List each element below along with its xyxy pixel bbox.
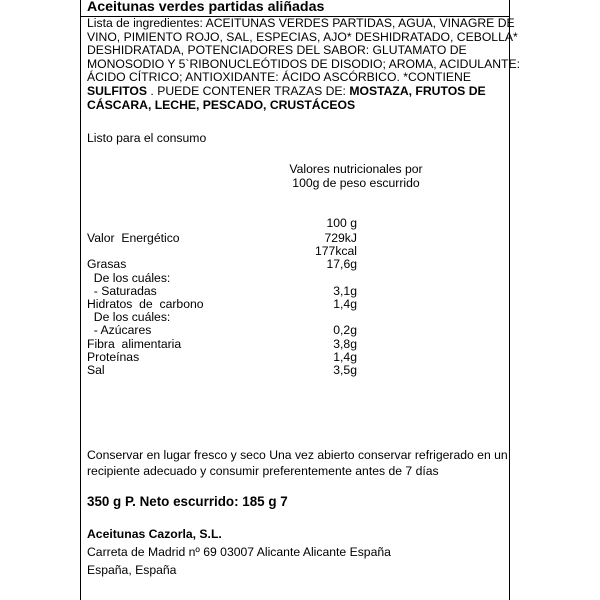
label-frame	[80, 0, 520, 600]
nutrition-row-label: Hidratos de carbono	[87, 297, 204, 311]
traces-text: . PUEDE CONTENER TRAZAS DE:	[147, 83, 350, 98]
company-block	[87, 525, 391, 579]
company-name: Aceitunas Cazorla, S.L.	[87, 527, 222, 541]
nutrition-row-value: 0,2g	[333, 323, 357, 338]
nutrition-row-label: Valor Energético	[87, 231, 180, 245]
ingredients-line: Lista de ingredientes: ACEITUNAS VERDES PARTIDAS, AGUA, VINAGRE DE	[87, 16, 515, 30]
allergen-sulfitos: SULFITOS	[87, 83, 148, 98]
nutrition-row-value: 3,5g	[333, 363, 357, 377]
nutrition-row-value: 1,4g	[333, 349, 357, 364]
nutrition-row-value: 17,6g	[326, 257, 357, 272]
net-weight: 350 g P. Neto escurrido: 185 g 7	[87, 494, 288, 509]
company-country: España, España	[87, 563, 177, 577]
ingredients-line: MONOSODIO Y 5`RIBONUCLEÓTIDOS DE DISODIO; AROMA, ACIDULANTE:	[87, 56, 520, 71]
product-title: Aceitunas verdes partidas aliñadas	[87, 0, 325, 15]
nutrition-row-label: - Azúcares	[87, 323, 152, 338]
ingredients-line: DESHIDRATADA, POTENCIADORES DEL SABOR: GLUTAMATO DE	[87, 43, 467, 58]
conservation-line: Conservar en lugar fresco y seco Una vez abierto conservar refrigerado en un	[87, 448, 508, 462]
nutrition-header-line: 100g de peso escurrido	[292, 176, 420, 190]
conservation-note	[87, 447, 507, 479]
ingredients-line: VINO, PIMIENTO ROJO, SAL, ESPECIAS, AJO* DESHIDRATADO, CEBOLLA*	[87, 29, 518, 44]
nutrition-row-label: Fibra alimentaria	[87, 336, 182, 351]
ingredients-line: ÁCIDO CÍTRICO; ANTIOXIDANTE: ÁCIDO ASCÓRBICO. *CONTIENE	[87, 70, 471, 85]
nutrition-table	[81, 0, 520, 600]
ready-note: Listo para el consumo	[87, 131, 207, 145]
allergen-list: MOSTAZA, FRUTOS DE	[349, 83, 486, 98]
nutrition-header-line: Valores nutricionales por	[289, 162, 423, 176]
nutrition-row-label: - Saturadas	[87, 283, 157, 298]
nutrition-row-label: Sal	[87, 363, 105, 377]
nutrition-row-value: 177kcal	[314, 244, 357, 259]
nutrition-row-label: De los cuáles:	[87, 270, 171, 285]
nutrition-row-value: 729kJ	[324, 231, 357, 245]
allergen-list-cont: CÁSCARA, LECHE, PESCADO, CRUSTÁCEOS	[87, 97, 356, 112]
conservation-line: recipiente adecuado y consumir preferentemente antes de 7 días	[87, 464, 439, 478]
nutrition-row-label: Proteínas	[87, 349, 140, 364]
nutrition-row-value: 1,4g	[333, 297, 357, 311]
company-address: Carreta de Madrid nº 69 03007 Alicante Alicante España	[87, 545, 391, 559]
nutrition-column-header: 100 g	[326, 216, 357, 230]
nutrition-row-label: Grasas	[87, 257, 127, 272]
nutrition-row-value: 3,8g	[333, 336, 357, 351]
nutrition-row-label: De los cuáles:	[87, 310, 171, 325]
nutrition-row-value: 3,1g	[333, 283, 357, 298]
